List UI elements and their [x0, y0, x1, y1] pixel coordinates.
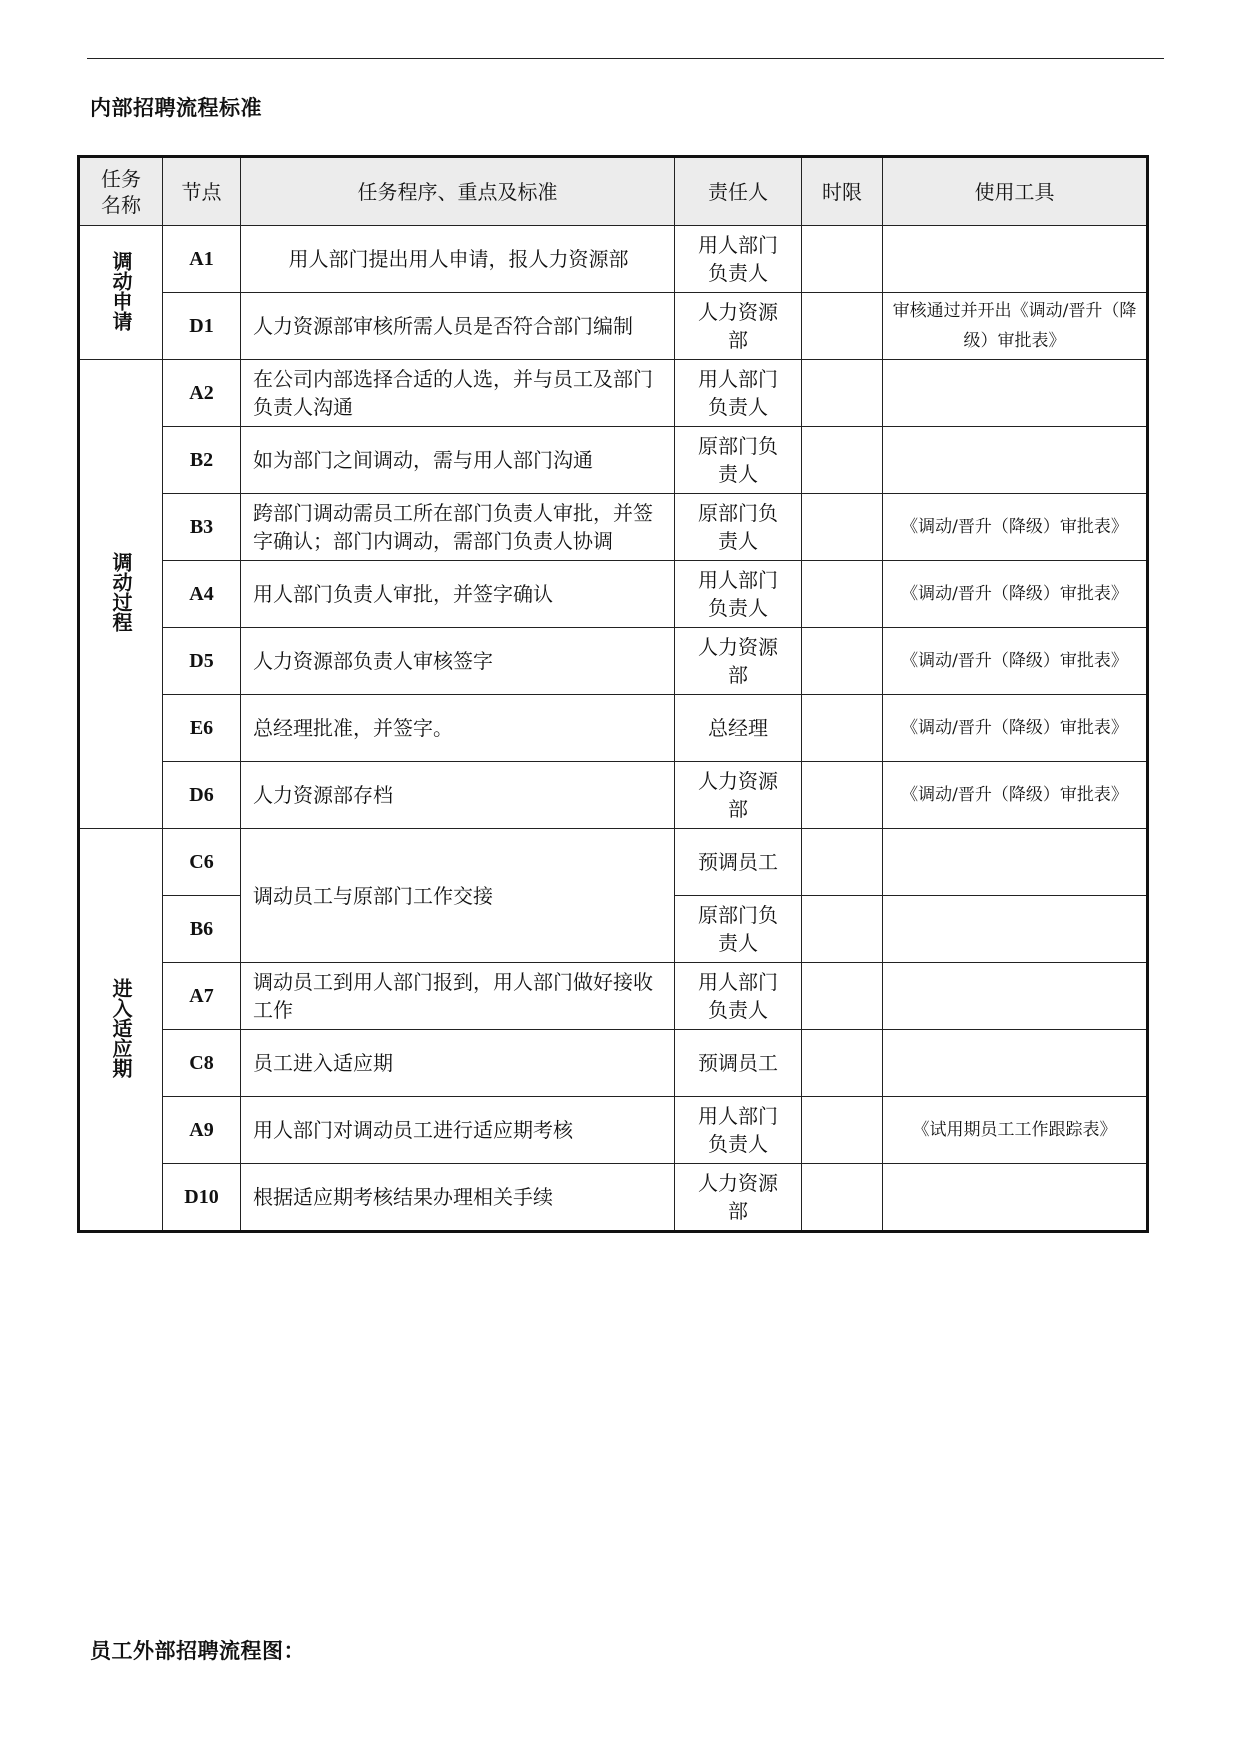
table-row	[79, 628, 1148, 695]
tool-cell	[883, 963, 1148, 1030]
node-cell: D5	[163, 628, 241, 695]
task-cell: 人力资源部审核所需人员是否符合部门编制	[241, 293, 675, 360]
time-limit-cell	[802, 762, 883, 829]
external-recruitment-title: 员工外部招聘流程图：	[90, 1639, 305, 1663]
tool-cell	[883, 427, 1148, 494]
owner-cell: 总经理	[675, 695, 802, 762]
owner-cell: 原部门负责人	[675, 896, 802, 963]
header-owner: 责任人	[675, 157, 802, 226]
table-row	[79, 494, 1148, 561]
table-row	[79, 226, 1148, 293]
task-cell: 调动员工到用人部门报到，用人部门做好接收工作	[241, 963, 675, 1030]
task-cell: 员工进入适应期	[241, 1030, 675, 1097]
tool-cell: 《调动/晋升（降级）审批表》	[883, 695, 1148, 762]
owner-cell: 原部门负责人	[675, 494, 802, 561]
node-cell: A7	[163, 963, 241, 1030]
owner-cell: 人力资源部	[675, 293, 802, 360]
task-cell: 根据适应期考核结果办理相关手续	[241, 1164, 675, 1232]
section-title: 内部招聘流程标准	[90, 96, 262, 120]
time-limit-cell	[802, 1097, 883, 1164]
time-limit-cell	[802, 695, 883, 762]
time-limit-cell	[802, 963, 883, 1030]
tool-cell	[883, 829, 1148, 896]
owner-cell: 用人部门负责人	[675, 561, 802, 628]
group-cell-transfer-process: 调动过程	[79, 360, 163, 829]
owner-cell: 预调员工	[675, 829, 802, 896]
owner-cell: 用人部门负责人	[675, 226, 802, 293]
task-cell: 跨部门调动需员工所在部门负责人审批，并签字确认；部门内调动，需部门负责人协调	[241, 494, 675, 561]
task-cell: 用人部门对调动员工进行适应期考核	[241, 1097, 675, 1164]
table-row	[79, 963, 1148, 1030]
owner-cell: 原部门负责人	[675, 427, 802, 494]
node-cell: D10	[163, 1164, 241, 1232]
time-limit-cell	[802, 1030, 883, 1097]
task-cell: 如为部门之间调动，需与用人部门沟通	[241, 427, 675, 494]
time-limit-cell	[802, 896, 883, 963]
tool-cell: 审核通过并开出《调动/晋升（降级）审批表》	[883, 293, 1148, 360]
table-row	[79, 762, 1148, 829]
group-cell-transfer-application: 调动申请	[79, 226, 163, 360]
tool-cell	[883, 226, 1148, 293]
node-cell: D6	[163, 762, 241, 829]
process-table	[77, 155, 1149, 1233]
time-limit-cell	[802, 293, 883, 360]
owner-cell: 用人部门负责人	[675, 1097, 802, 1164]
node-cell: B3	[163, 494, 241, 561]
node-cell: A1	[163, 226, 241, 293]
owner-cell: 预调员工	[675, 1030, 802, 1097]
header-procedure: 任务程序、重点及标准	[241, 157, 675, 226]
header-task-name: 任务 名称	[79, 157, 163, 226]
owner-cell: 人力资源部	[675, 628, 802, 695]
tool-cell	[883, 360, 1148, 427]
owner-cell: 用人部门负责人	[675, 963, 802, 1030]
header-tools: 使用工具	[883, 157, 1148, 226]
table-row	[79, 561, 1148, 628]
node-cell: D1	[163, 293, 241, 360]
tool-cell: 《调动/晋升（降级）审批表》	[883, 628, 1148, 695]
header-rule	[87, 58, 1164, 59]
time-limit-cell	[802, 494, 883, 561]
time-limit-cell	[802, 561, 883, 628]
tool-cell: 《试用期员工工作跟踪表》	[883, 1097, 1148, 1164]
owner-cell: 用人部门负责人	[675, 360, 802, 427]
node-cell: C6	[163, 829, 241, 896]
node-cell: E6	[163, 695, 241, 762]
table-row	[79, 427, 1148, 494]
owner-cell: 人力资源部	[675, 1164, 802, 1232]
header-time-limit: 时限	[802, 157, 883, 226]
node-cell: A9	[163, 1097, 241, 1164]
task-cell: 总经理批准，并签字。	[241, 695, 675, 762]
task-cell: 用人部门提出用人申请，报人力资源部	[241, 226, 675, 293]
time-limit-cell	[802, 628, 883, 695]
tool-cell	[883, 1030, 1148, 1097]
table-row	[79, 1030, 1148, 1097]
table-row	[79, 360, 1148, 427]
time-limit-cell	[802, 427, 883, 494]
tool-cell: 《调动/晋升（降级）审批表》	[883, 561, 1148, 628]
task-cell: 人力资源部负责人审核签字	[241, 628, 675, 695]
task-cell: 人力资源部存档	[241, 762, 675, 829]
task-cell: 调动员工与原部门工作交接	[241, 829, 675, 963]
time-limit-cell	[802, 1164, 883, 1232]
task-cell: 在公司内部选择合适的人选，并与员工及部门负责人沟通	[241, 360, 675, 427]
time-limit-cell	[802, 226, 883, 293]
table-row	[79, 829, 1148, 896]
time-limit-cell	[802, 829, 883, 896]
task-cell: 用人部门负责人审批，并签字确认	[241, 561, 675, 628]
table-row	[79, 1164, 1148, 1232]
table-row	[79, 695, 1148, 762]
node-cell: C8	[163, 1030, 241, 1097]
time-limit-cell	[802, 360, 883, 427]
group-cell-adaptation-period: 进入适应期	[79, 829, 163, 1232]
header-node: 节点	[163, 157, 241, 226]
node-cell: B6	[163, 896, 241, 963]
table-row	[79, 1097, 1148, 1164]
owner-cell: 人力资源部	[675, 762, 802, 829]
node-cell: B2	[163, 427, 241, 494]
tool-cell: 《调动/晋升（降级）审批表》	[883, 494, 1148, 561]
table-header-row	[79, 157, 1148, 226]
tool-cell	[883, 1164, 1148, 1232]
tool-cell: 《调动/晋升（降级）审批表》	[883, 762, 1148, 829]
table-row	[79, 293, 1148, 360]
node-cell: A2	[163, 360, 241, 427]
node-cell: A4	[163, 561, 241, 628]
tool-cell	[883, 896, 1148, 963]
